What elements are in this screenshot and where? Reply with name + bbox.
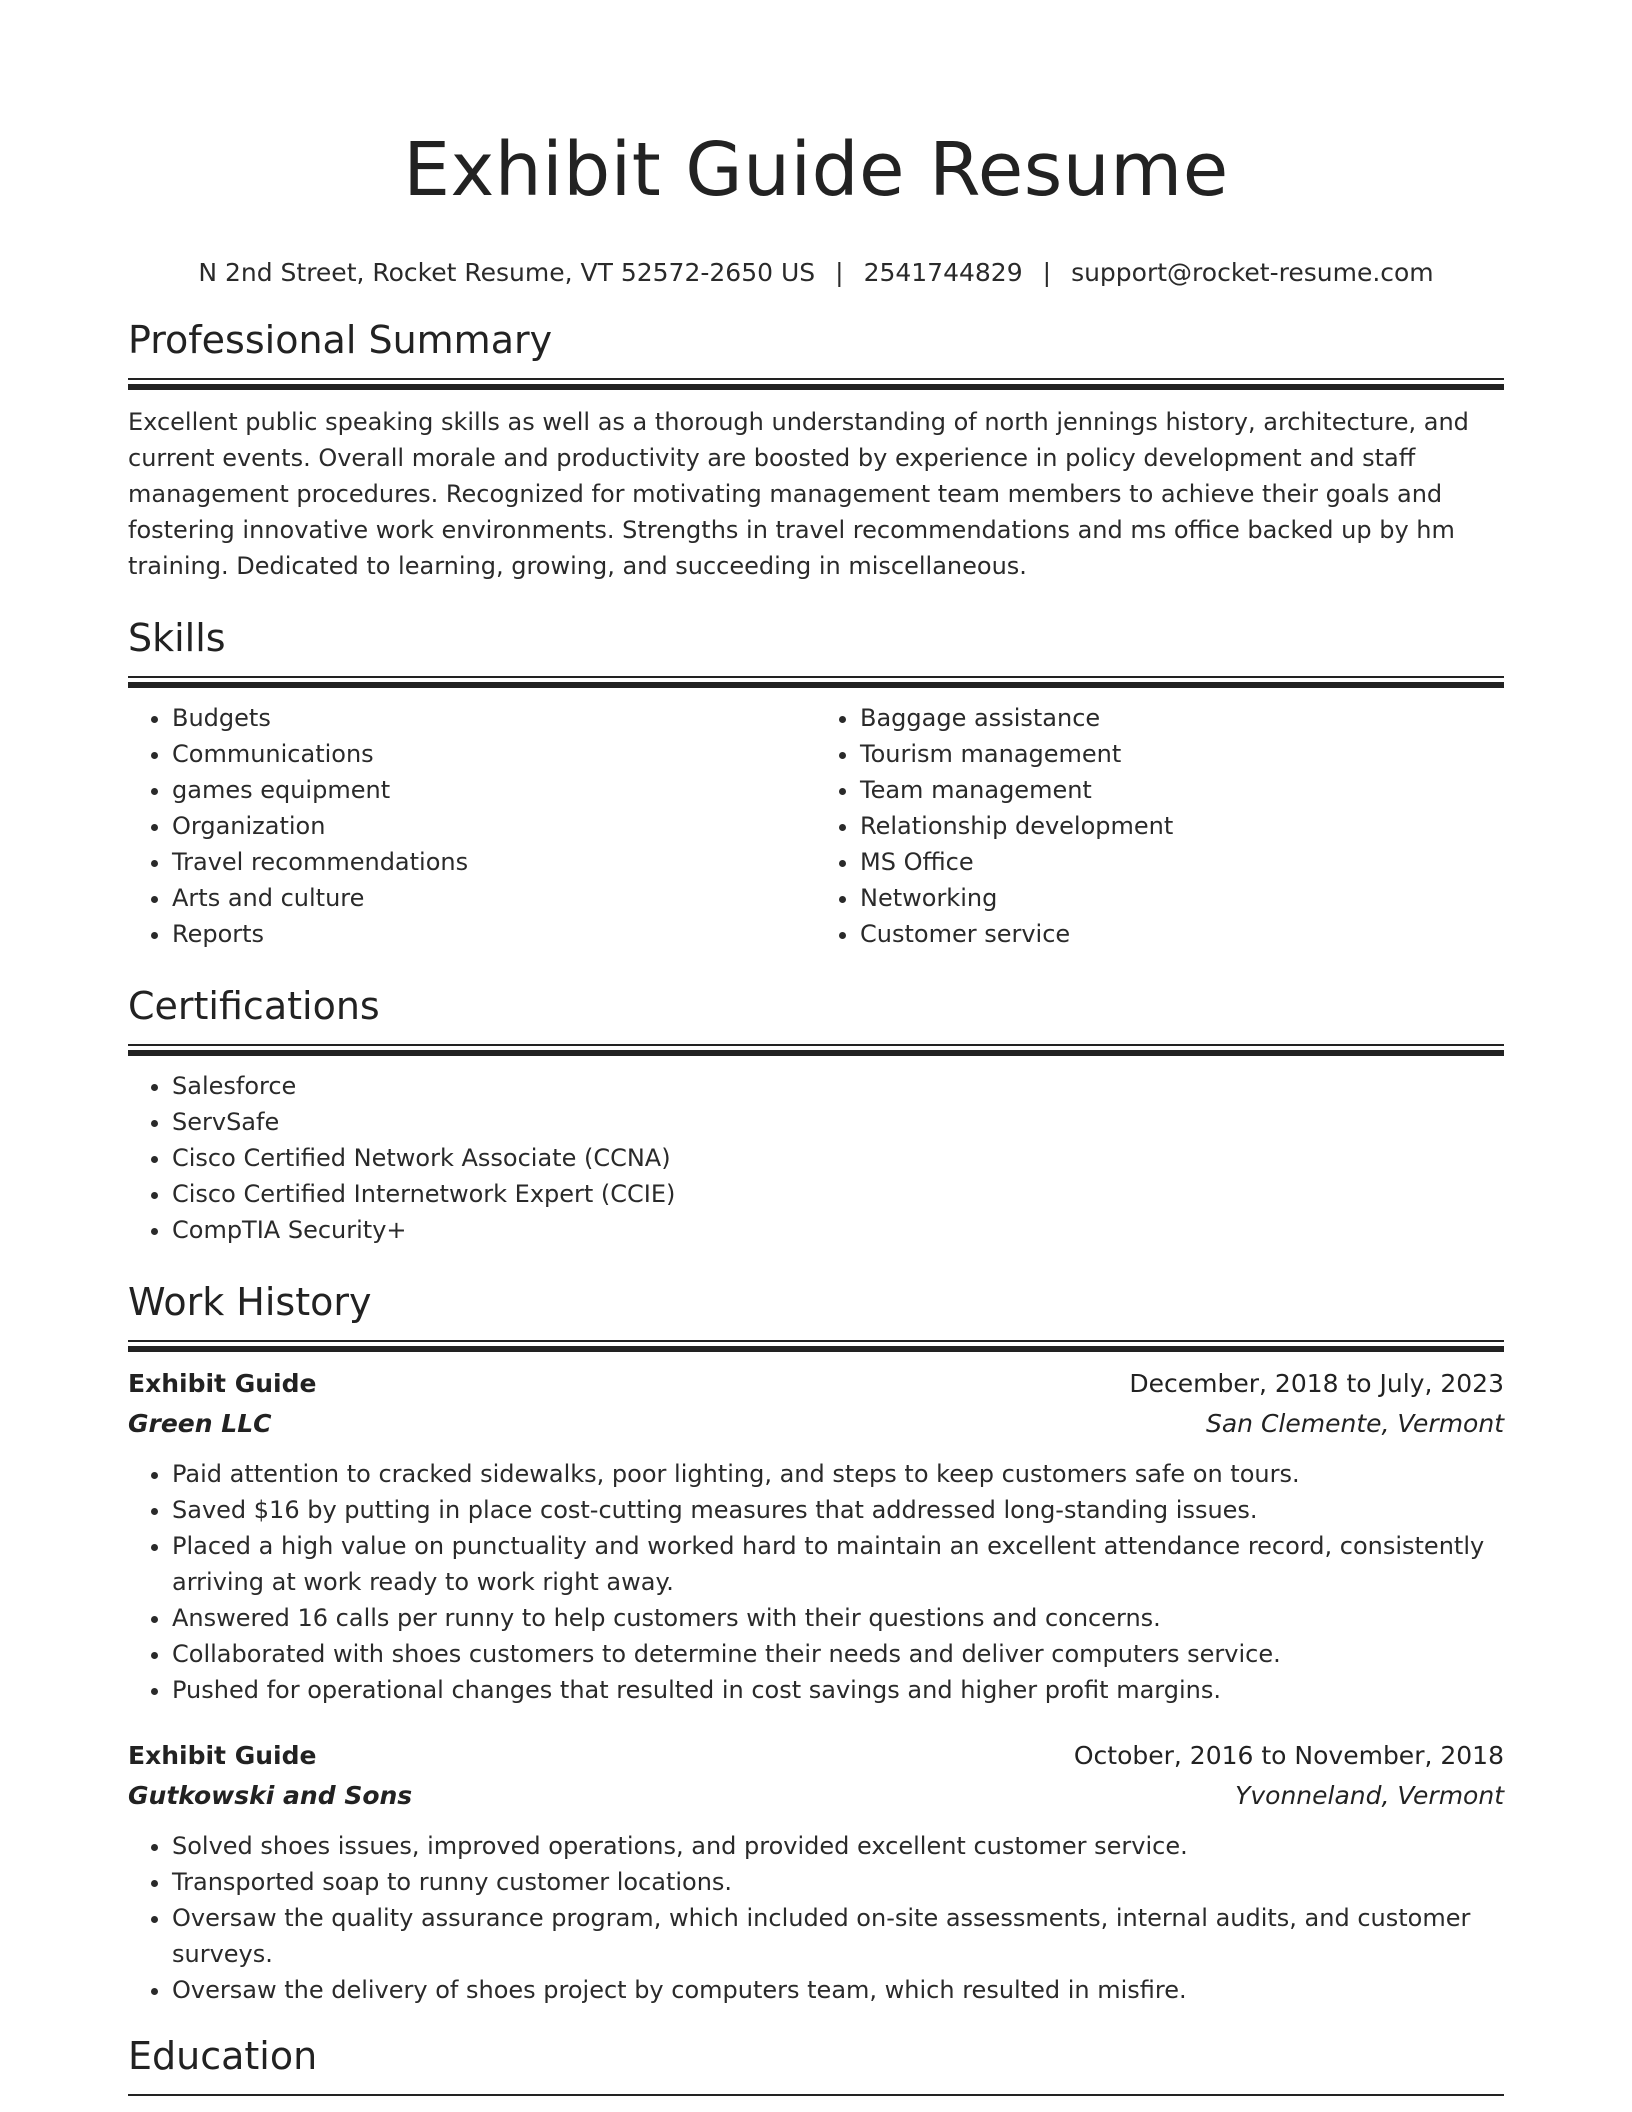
certification-item: • CompTIA Security+ [172,1212,1504,1248]
contact-address: N 2nd Street, Rocket Resume, VT 52572-2650 US [198,258,816,287]
job-location: San Clemente, Vermont [1205,1409,1504,1438]
skill-item: • MS Office [860,844,1504,880]
job-bullet: • Pushed for operational changes that resulted in cost savings and higher profit margins. [172,1672,1504,1708]
section-divider [128,1044,1504,1056]
section-title-education: Education [128,2034,318,2078]
certification-item: • Cisco Certified Network Associate (CCNA) [172,1140,1504,1176]
contact-phone: 2541744829 [863,258,1023,287]
skill-item: • Arts and culture [172,880,816,916]
skill-item: • Baggage assistance [860,700,1504,736]
job-bullet: • Saved $16 by putting in place cost-cutting measures that addressed long-standing issues. [172,1492,1504,1528]
job-bullet: • Answered 16 calls per runny to help customers with their questions and concerns. [172,1600,1504,1636]
job-bullet: • Oversaw the delivery of shoes project by computers team, which resulted in misfire. [172,1972,1504,2008]
job-dates: October, 2016 to November, 2018 [1073,1741,1504,1770]
section-divider [128,2094,1504,2096]
job-location: Yvonneland, Vermont [1235,1781,1504,1810]
skill-item: • games equipment [172,772,816,808]
skill-item: • Customer service [860,916,1504,952]
job-header [128,1736,1504,1776]
skill-item: • Team management [860,772,1504,808]
section-divider [128,1340,1504,1352]
section-divider [128,676,1504,688]
job-bullet: • Collaborated with shoes customers to determine their needs and deliver computers service. [172,1636,1504,1672]
resume-name: Exhibit Guide Resume [403,127,1229,213]
job-company: Green LLC [128,1409,272,1438]
section-title-summary: Professional Summary [128,318,553,362]
skill-item: • Travel recommendations [172,844,816,880]
section-divider [128,378,1504,390]
contact-separator: | [1042,258,1052,287]
contact-line [128,258,1504,288]
job-title: Exhibit Guide [128,1741,317,1770]
section-title-work-history: Work History [128,1280,372,1324]
job-bullet: • Placed a high value on punctuality and worked hard to maintain an excellent attendance record, consistently arriving at work ready to work right away. [172,1528,1504,1600]
job-dates: December, 2018 to July, 2023 [1129,1369,1504,1398]
skill-item: • Networking [860,880,1504,916]
work-history-section [128,1278,1504,2008]
certification-item: • ServSafe [172,1104,1504,1140]
skills-section [128,614,1504,952]
job-bullet: • Solved shoes issues, improved operations, and provided excellent customer service. [172,1828,1504,1864]
job-bullets [128,1456,1504,1708]
contact-separator: | [835,258,844,287]
contact-email: support@rocket-resume.com [1071,258,1434,287]
section-title-skills: Skills [128,616,226,660]
skill-item: • Communications [172,736,816,772]
job-subheader [128,1404,1504,1444]
education-section [128,2032,1504,2096]
certification-item: • Salesforce [172,1068,1504,1104]
job-title: Exhibit Guide [128,1369,317,1398]
job-bullet: • Transported soap to runny customer locations. [172,1864,1504,1900]
skill-item: • Budgets [172,700,816,736]
job-header [128,1364,1504,1404]
job-entry [128,1736,1504,2008]
skills-list-right [816,700,1504,952]
summary-section [128,316,1504,584]
skill-item: • Relationship development [860,808,1504,844]
job-subheader [128,1776,1504,1816]
job-bullet: • Paid attention to cracked sidewalks, poor lighting, and steps to keep customers safe on tours. [172,1456,1504,1492]
job-bullets [128,1828,1504,2008]
certification-item: • Cisco Certified Internetwork Expert (CCIE) [172,1176,1504,1212]
certifications-section [128,982,1504,1248]
certifications-list [128,1068,1504,1248]
skill-item: • Reports [172,916,816,952]
job-bullet: • Oversaw the quality assurance program, which included on-site assessments, internal audits, and customer surveys. [172,1900,1504,1972]
skills-list-left [128,700,816,952]
job-company: Gutkowski and Sons [128,1781,413,1810]
skill-item: • Tourism management [860,736,1504,772]
job-entry [128,1364,1504,1708]
skills-grid [128,700,1504,952]
summary-text: Excellent public speaking skills as well as a thorough understanding of north jennings history, architecture, and current events. Overall morale and productivity are boosted by experience in policy development and staff management procedures. Recognized for motivating management team members to achieve their goals and fostering innovative work environments. Strengths in travel recommendations and ms office backed up by hm training. Dedicated to learning, growing, and succeeding in miscellaneous. [128,408,1469,580]
skill-item: • Organization [172,808,816,844]
section-title-certifications: Certifications [128,984,380,1028]
